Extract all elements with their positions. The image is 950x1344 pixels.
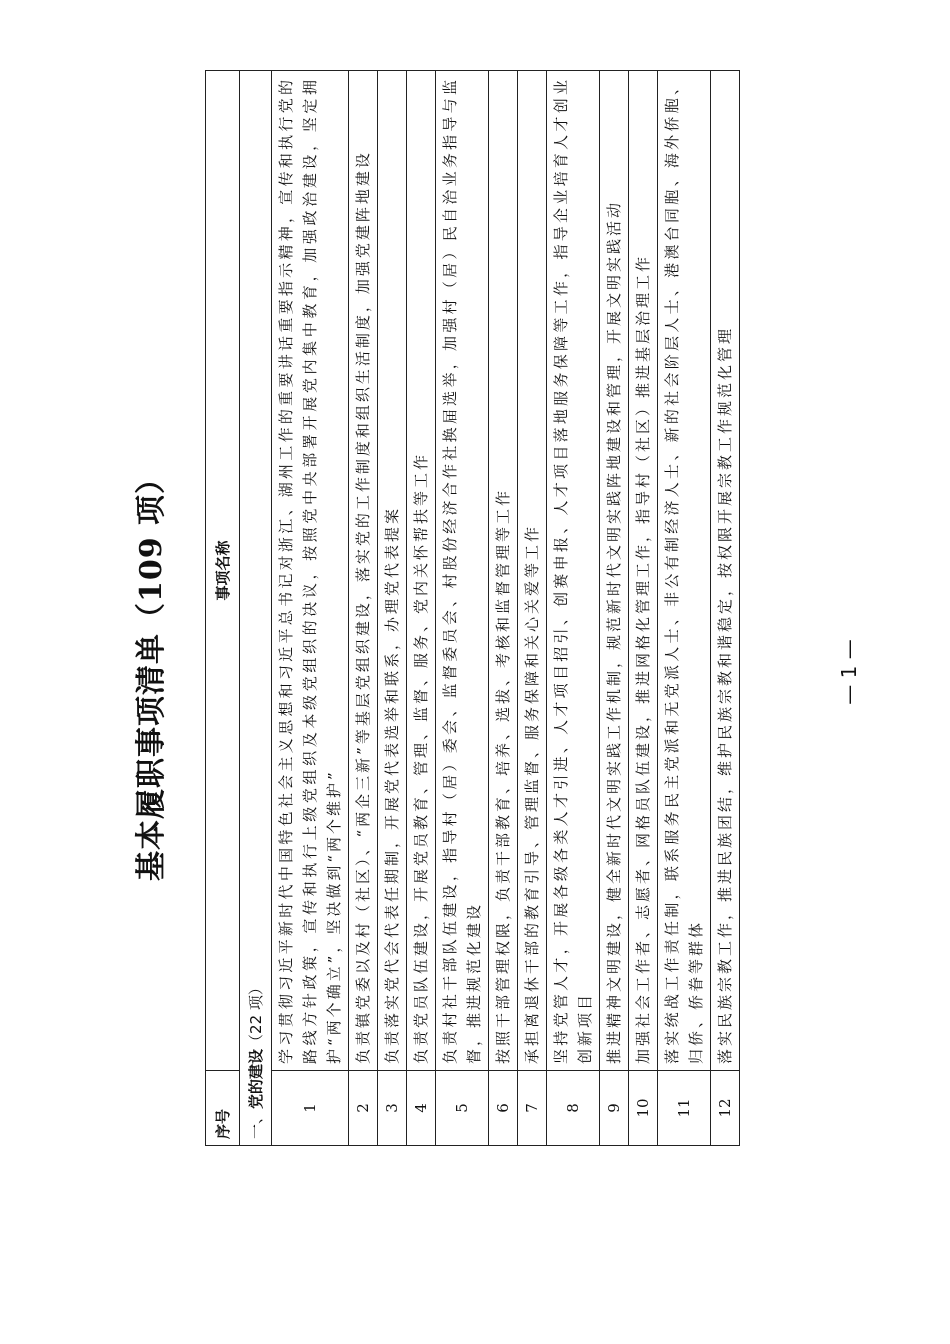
table-row: [711, 71, 740, 1146]
row-seq: 12: [711, 1071, 740, 1146]
row-text: 负责落实党代会代表任期制，开展党代表选举和联系，办理党代表提案: [378, 71, 407, 1071]
document-title: 基本履职事项清单（109 项）: [134, 462, 169, 882]
duty-table: [205, 70, 740, 1146]
row-seq: 10: [629, 1071, 658, 1146]
row-text: 加强社会工作者、志愿者、网格员队伍建设，推进网格化管理工作，指导村（社区）推进基层治理工作: [629, 71, 658, 1071]
row-seq: 8: [547, 1071, 600, 1146]
row-seq: 9: [600, 1071, 629, 1146]
section-cell: [240, 71, 272, 1146]
table-row: [349, 71, 378, 1146]
row-seq: 4: [407, 1071, 436, 1146]
section-title: 党的建设: [246, 1048, 265, 1109]
row-seq: 11: [658, 1071, 711, 1146]
table-row: [272, 71, 349, 1146]
row-seq: 3: [378, 1071, 407, 1146]
table-row: [407, 71, 436, 1146]
table-row: [436, 71, 489, 1146]
row-seq: 6: [489, 1071, 518, 1146]
table-row: [658, 71, 711, 1146]
header-name: 事项名称: [206, 71, 240, 1071]
row-seq: 2: [349, 1071, 378, 1146]
row-text: 承担离退休干部的教育引导、管理监督、服务保障和关心关爱等工作: [518, 71, 547, 1071]
table-row: [378, 71, 407, 1146]
table-row: [489, 71, 518, 1146]
row-text: 落实统战工作责任制，联系服务民主党派和无党派人士、非公有制经济人士、新的社会阶层人士、港澳台同胞、海外侨胞、归侨、侨眷等群体: [658, 71, 711, 1071]
table-row: [600, 71, 629, 1146]
row-text: 推进精神文明建设，健全新时代文明实践工作机制，规范新时代文明实践阵地建设和管理，开展文明实践活动: [600, 71, 629, 1071]
table-row: [547, 71, 600, 1146]
table-row: [629, 71, 658, 1146]
row-text: 学习贯彻习近平新时代中国特色社会主义思想和习近平总书记对浙江、湖州工作的重要讲话重要指示精神，宣传和执行党的路线方针政策，宣传和执行上级党组织及本级党组织的决议，按照党中央部署开展党内集中教育，加强政治建设，坚定拥护“两个确立”，坚决做到“两个维护”: [272, 71, 349, 1071]
header-seq: 序号: [206, 1071, 240, 1146]
row-text: 落实民族宗教工作，推进民族团结，维护民族宗教和谐稳定，按权限开展宗教工作规范化管理: [711, 71, 740, 1071]
row-text: 负责村社干部队伍建设，指导村（居）委会、监督委员会、村股份经济合作社换届选举，加强村（居）民自治业务指导与监督，推进规范化建设: [436, 71, 489, 1071]
row-seq: 5: [436, 1071, 489, 1146]
table-header-row: [206, 71, 240, 1146]
row-text: 坚持党管人才，开展各级各类人才引进、人才项目招引、创赛申报、人才项目落地服务保障等工作，指导企业培育人才创业创新项目: [547, 71, 600, 1071]
row-text: 按照干部管理权限，负责干部教育、培养、选拔、考核和监督管理等工作: [489, 71, 518, 1071]
row-text: 负责镇党委以及村（社区）、“两企三新”等基层党组织建设，落实党的工作制度和组织生活制度，加强党建阵地建设: [349, 71, 378, 1071]
section-count: （22 项）: [246, 980, 265, 1049]
page-number: — 1 —: [837, 639, 861, 705]
section-row: [240, 71, 272, 1146]
row-text: 负责党员队伍建设，开展党员教育、管理、监督、服务、党内关怀帮扶等工作: [407, 71, 436, 1071]
section-number: 一、: [246, 1108, 265, 1139]
row-seq: 1: [272, 1071, 349, 1146]
table-row: [518, 71, 547, 1146]
row-seq: 7: [518, 1071, 547, 1146]
